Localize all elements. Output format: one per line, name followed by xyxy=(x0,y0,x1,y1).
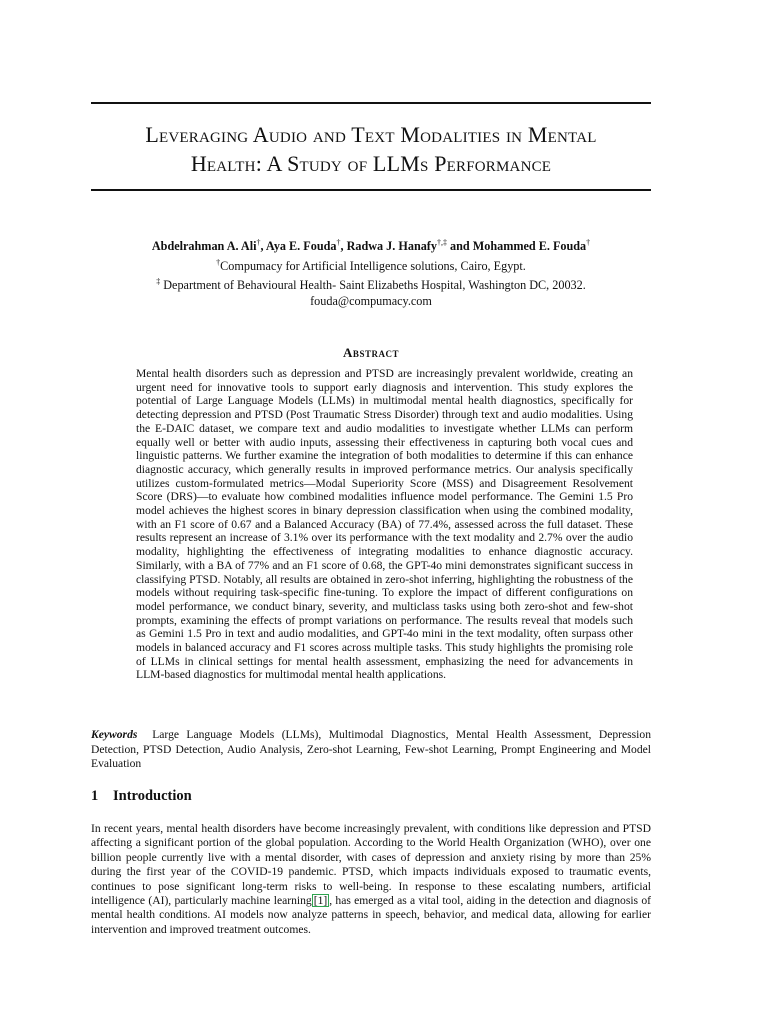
abstract-text: Mental health disorders such as depression and PTSD are increasingly prevalent worldwide, creating an urgent need for innovative tools to support early diagnosis and intervention. This study explores the potential of Large Language Models (LLMs) in multimodal mental health diagnostics, specifically for detecting depression and PTSD (Post Traumatic Stress Disorder) through text and audio modalities. Using the E-DAIC dataset, we compare text and audio modalities to investigate whether LLMs can perform equally well or better with audio inputs, assessing their effectiveness in capturing both vocal cues and linguistic patterns. We further examine the integration of both modalities to determine if this can enhance diagnostic accuracy, which generally results in improved performance metrics. Our analysis specifically utilizes custom-formulated metrics—Modal Superiority Score (MSS) and Disagreement Resolvement Score (DRS)—to evaluate how combined modalities influence model performance. The Gemini 1.5 Pro model achieves the highest scores in binary depression classification when using the combined modality, with an F1 score of 0.67 and a Balanced Accuracy (BA) of 77.4%, assessed across the full dataset. These results represent an increase of 3.1% over its performance with the text modality and 2.7% over the audio modality, highlighting the effectiveness of integrating modalities to enhance diagnostic accuracy. Similarly, with a BA of 77% and an F1 score of 0.68, the GPT-4o mini demonstrates significant success in classifying PTSD. Notably, all results are obtained in zero-shot inferring, highlighting the robustness of the models without requiring task-specific fine-tuning. To explore the impact of different configurations on model performance, we conduct binary, severity, and multiclass tasks using both zero-shot and few-shot prompts, examining the effects of prompt variations on performance. The results reveal that models such as Gemini 1.5 Pro in text and audio modalities, and GPT-4o mini in the text modality, often surpass other models in balanced accuracy and F1 scores across multiple tasks. This study highlights the promising role of LLMs in clinical settings for mental health assessment, emphasizing the need for advancements in LLM-based diagnostics for multimodal mental health applications. xyxy=(136,367,633,682)
abstract-heading: Abstract xyxy=(343,345,399,360)
and-connector: and xyxy=(450,239,470,254)
affiliation-mark: † xyxy=(336,238,341,247)
affiliation-2 xyxy=(91,274,651,294)
affiliation-mark: ‡ xyxy=(156,277,161,287)
citation-link[interactable]: [1] xyxy=(313,894,328,908)
affiliation-mark: † xyxy=(216,257,221,267)
introduction-paragraph xyxy=(91,822,651,937)
author-name: Mohammed E. Fouda xyxy=(472,239,587,254)
title-top-rule xyxy=(91,102,651,104)
keywords-label: Keywords xyxy=(91,728,138,741)
affiliation-1 xyxy=(91,255,651,275)
section-heading-introduction xyxy=(91,788,192,805)
section-title: Introduction xyxy=(113,788,192,804)
paper-title-line-1: Leveraging Audio and Text Modalities in Mental xyxy=(145,122,597,147)
author-block xyxy=(91,235,651,309)
contact-email[interactable]: fouda@compumacy.com xyxy=(310,293,432,308)
keywords-list: Large Language Models (LLMs), Multimodal Diagnostics, Mental Health Assessment, Depression Detection, PTSD Detection, Audio Analysis, Zero-shot Learning, Few-shot Learning, Prompt Engineering and Model Evaluation xyxy=(91,728,651,770)
paper-title-line-2: Health: A Study of LLMs Performance xyxy=(190,151,552,176)
affiliation-text: Department of Behavioural Health- Saint Elizabeths Hospital, Washington DC, 20032. xyxy=(160,278,586,293)
paper-title xyxy=(91,120,651,178)
affiliation-mark: † xyxy=(586,238,591,247)
author-name: Abdelrahman A. Ali xyxy=(151,239,257,254)
intro-text: , has emerged as a vital tool, aiding in the detection and diagnosis of mental health conditions. AI models now analyze patterns in speech, behavior, and medical data, allowing for earlier intervention and improved treatment outcomes. xyxy=(91,894,651,936)
author-names: Abdelrahman A. Ali†, Aya E. Fouda†, Radwa J. Hanafy†,‡ and Mohammed E. Fouda† xyxy=(151,238,591,254)
affiliation-text: Compumacy for Artificial Intelligence solutions, Cairo, Egypt. xyxy=(220,258,526,273)
keywords-paragraph xyxy=(91,728,651,772)
section-number: 1 xyxy=(91,788,99,804)
intro-text: In recent years, mental health disorders have become increasingly prevalent, with conditions like depression and PTSD affecting a significant portion of the global population. According to the World Health Organization (WHO), over one billion people currently live with a mental disorder, with cases of depression and anxiety rising by more than 25% during the first year of the COVID-19 pandemic. PTSD, which impacts individuals exposed to traumatic events, continues to pose significant long-term risks to well-being. In response to these escalating numbers, artificial intelligence (AI), particularly machine learning xyxy=(91,822,651,908)
author-name: Aya E. Fouda xyxy=(265,239,337,254)
affiliation-mark: †,‡ xyxy=(436,238,447,247)
author-name: Radwa J. Hanafy xyxy=(346,239,437,254)
title-bottom-rule xyxy=(91,189,651,191)
affiliation-mark: † xyxy=(256,238,261,247)
